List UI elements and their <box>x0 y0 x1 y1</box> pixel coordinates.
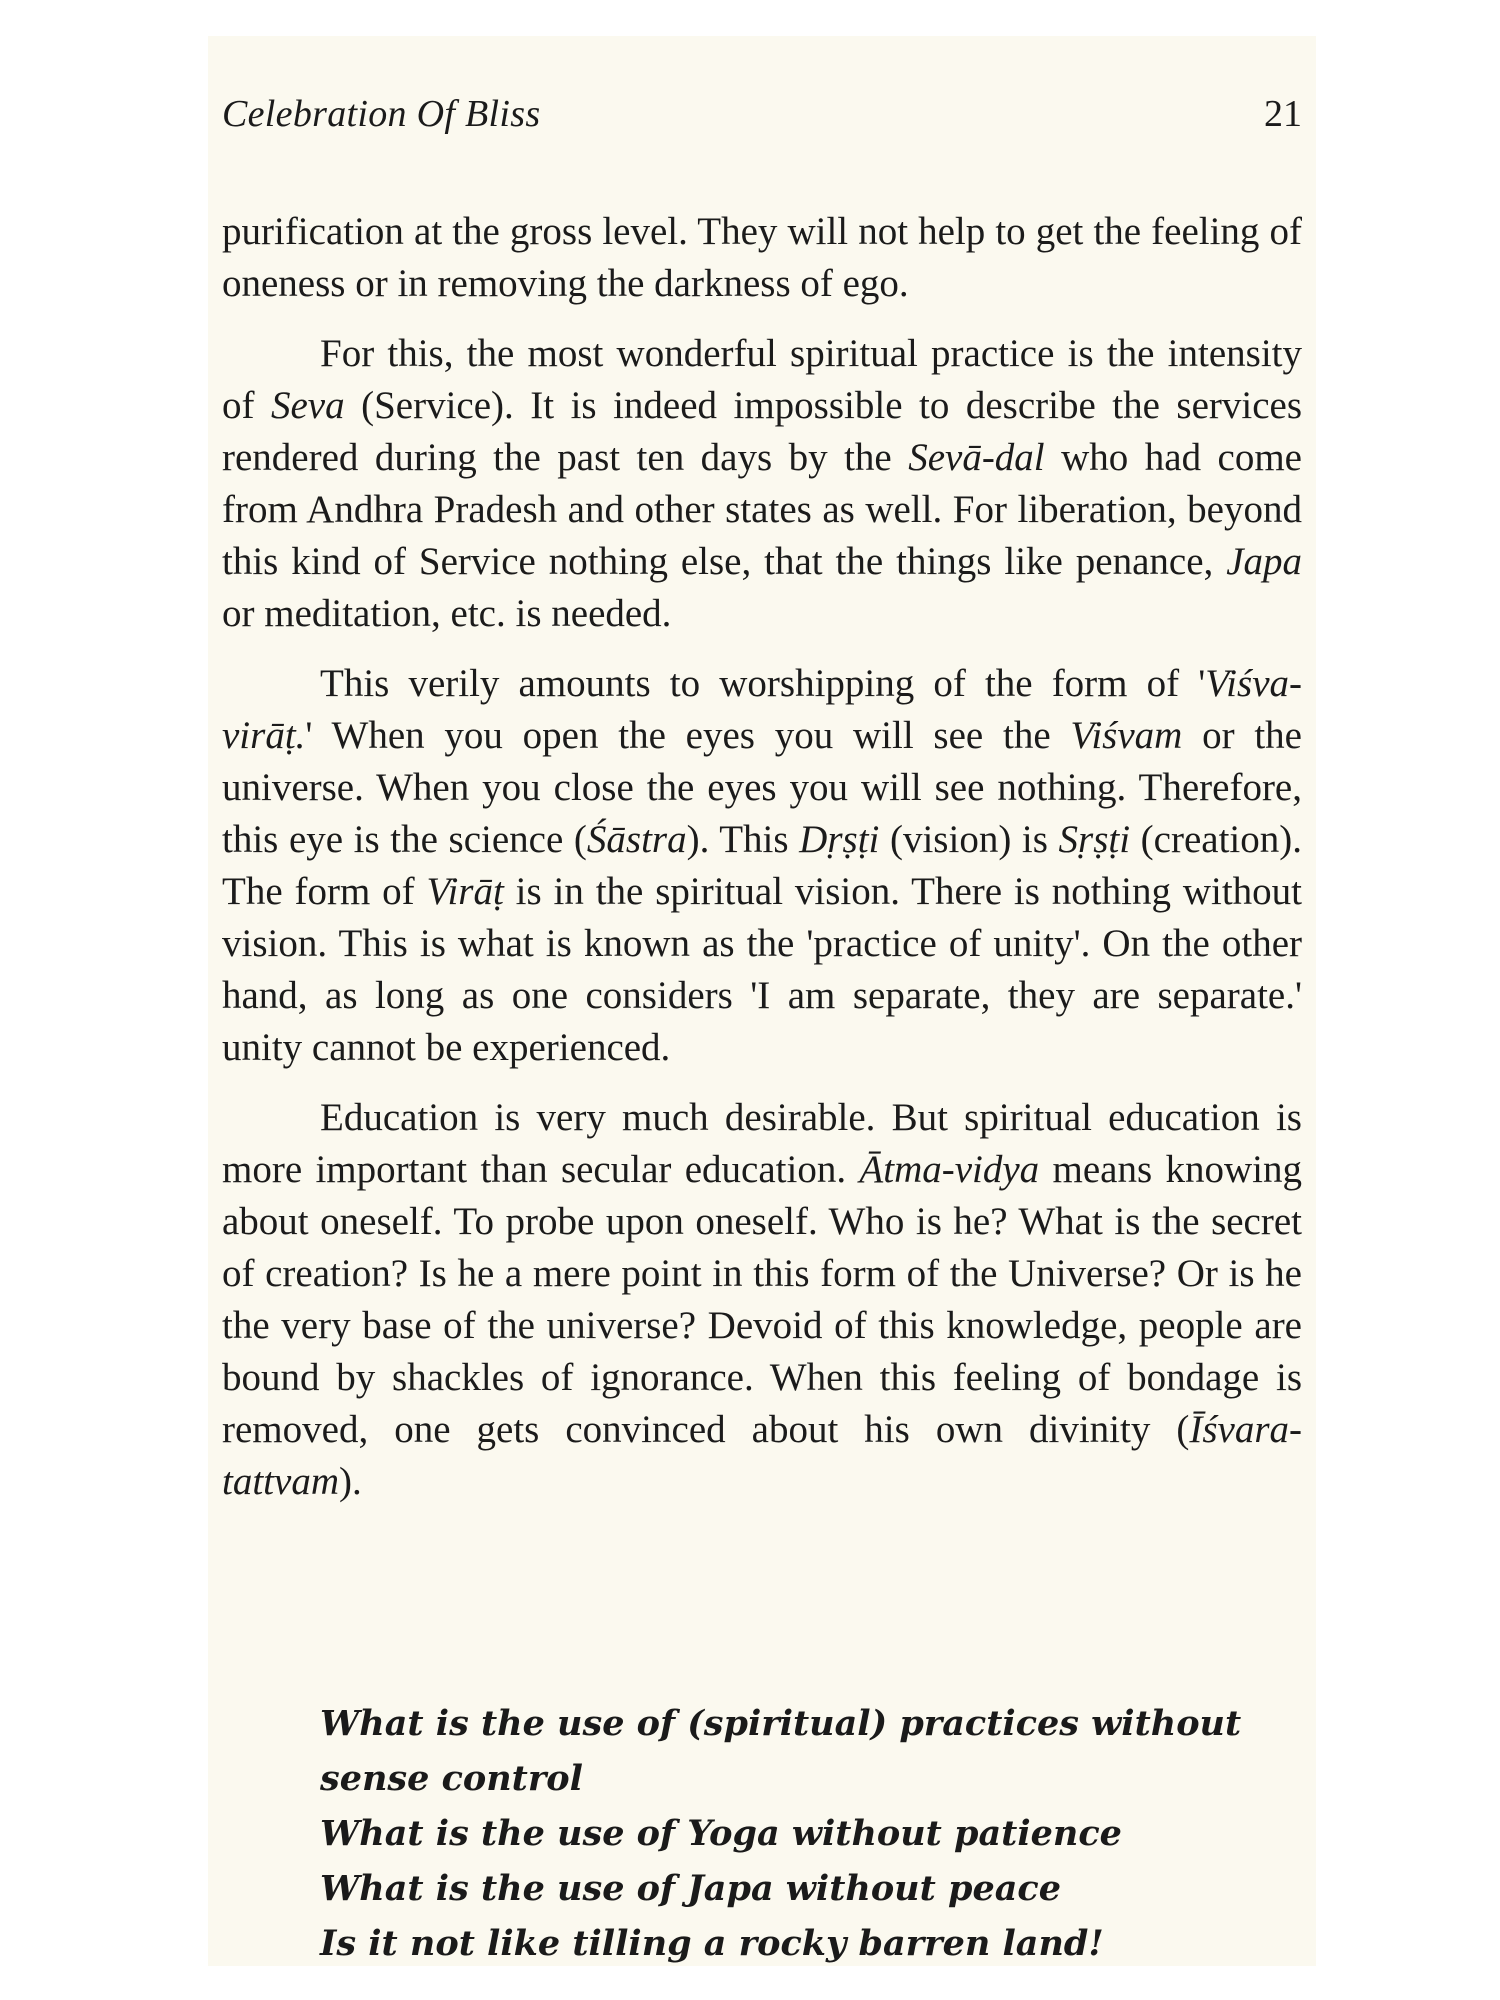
term-isvara-tattvam: Īśvara-tattvam <box>222 1408 1302 1503</box>
running-head <box>222 92 1302 142</box>
p4-text-a: Education is very much desirable. But spiritual education is more important than secular education. <box>222 1096 1302 1191</box>
term-visvam: Viśvam <box>1070 714 1183 757</box>
term-seva: Seva <box>270 384 345 427</box>
term-japa: Japa <box>1226 540 1302 583</box>
term-srsti: Sṛṣṭi <box>1058 818 1131 861</box>
p2-text-c: who had come from Andhra Pradesh and other states as well. For liberation, beyond this kind of Service nothing else, that the things like penance, <box>222 436 1302 583</box>
poem-line-1: What is the use of (spiritual) practices without <box>320 1703 1242 1744</box>
poem-line-3: What is the use of Japa without peace <box>320 1868 1061 1909</box>
p3-text-b: ' When you open the eyes you will see the <box>305 714 1071 757</box>
p3-text-g: is in the spiritual vision. There is nothing without vision. This is what is known as the 'practice of unity'. On the other hand, as long as one considers 'I am separate, they are separate.' unity cannot be experienced. <box>222 870 1302 1069</box>
term-drsti: Dṛṣṭi <box>799 818 880 861</box>
term-virat: Virāṭ <box>426 870 504 913</box>
poem-line-2: What is the use of Yoga without patience <box>320 1813 1122 1854</box>
p2-text-d: or meditation, etc. is needed. <box>222 592 672 635</box>
poem-line-4: Is it not like tilling a rocky barren land! <box>320 1923 1104 1964</box>
paragraph-4 <box>222 1092 1302 1508</box>
paragraph-1-text: purification at the gross level. They will not help to get the feeling of oneness or in removing the darkness of ego. <box>222 210 1302 305</box>
term-visva-virat: Viśva-virāṭ. <box>222 662 1302 757</box>
p3-text-a: This verily amounts to worshipping of the form of ' <box>320 662 1206 705</box>
book-title: Celebration Of Bliss <box>222 93 541 135</box>
paragraph-1 <box>222 206 1302 310</box>
p3-text-e: (vision) is <box>879 818 1059 861</box>
p4-text-c: ). <box>338 1460 362 1503</box>
p2-text-a: For this, the most wonderful spiritual practice is the intensity of <box>222 332 1302 427</box>
body-text <box>222 206 1302 1526</box>
term-sastra: Śāstra <box>586 818 687 861</box>
page-number: 21 <box>1264 93 1302 135</box>
paragraph-2 <box>222 328 1302 640</box>
p3-text-f: (creation). The form of <box>222 818 1302 913</box>
book-page <box>208 36 1316 1966</box>
poem-line-1-continued: sense control <box>320 1758 583 1799</box>
p2-text-b: (Service). It is indeed impossible to describe the services rendered during the past ten days by the <box>222 384 1302 479</box>
p3-text-d: ). This <box>686 818 800 861</box>
term-atma-vidya: Ātma-vidya <box>859 1148 1040 1191</box>
paragraph-3 <box>222 658 1302 1074</box>
poem-stanza <box>320 1696 1280 1971</box>
term-seva-dal: Sevā-dal <box>908 436 1045 479</box>
p3-text-c: or the universe. When you close the eyes you will see nothing. Therefore, this eye is the science ( <box>222 714 1302 861</box>
p4-text-b: means knowing about oneself. To probe upon oneself. Who is he? What is the secret of creation? Is he a mere point in this form of the Universe? Or is he the very base of the universe? Devoid of this knowledge, people are bound by shackles of ignorance. When this feeling of bondage is removed, one gets convinced about his own divinity ( <box>222 1148 1302 1451</box>
